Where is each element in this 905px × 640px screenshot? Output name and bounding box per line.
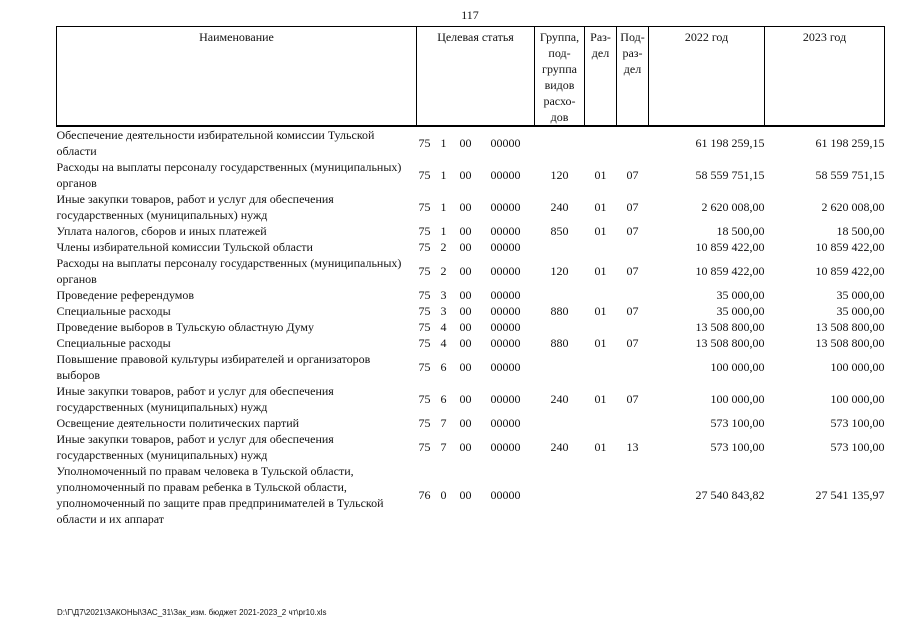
row-name-cell: Члены избирательной комиссии Тульской области	[56, 240, 313, 254]
amount-2022-cell: 61 198 259,15	[695, 136, 765, 150]
section-cell: 01	[594, 336, 607, 350]
amount-2023-cell: 61 198 259,15	[815, 136, 885, 150]
expense-group-cell	[535, 239, 585, 255]
amount-2022-cell: 13 508 800,00	[695, 336, 765, 350]
header-subsection: Под- раз- дел	[617, 27, 649, 127]
expense-group-cell: 120	[550, 264, 569, 278]
expense-group-cell	[535, 351, 585, 383]
amount-2022-cell: 100 000,00	[710, 392, 765, 406]
amount-2022-cell: 18 500,00	[716, 224, 765, 238]
article-program-cell: 75	[418, 304, 431, 318]
article-direction-cell: 00	[459, 240, 472, 254]
expense-group-cell: 880	[550, 304, 569, 318]
article-code-cell: 00000	[490, 240, 521, 254]
article-direction-cell: 00	[459, 488, 472, 502]
article-direction-cell: 00	[459, 136, 472, 150]
amount-2023-cell: 58 559 751,15	[815, 168, 885, 182]
section-cell	[585, 463, 617, 527]
article-code-cell: 00000	[490, 288, 521, 302]
table-row	[57, 335, 885, 351]
article-direction-cell: 00	[459, 360, 472, 374]
amount-2023-cell: 13 508 800,00	[815, 336, 885, 350]
article-subprogram-cell: 7	[440, 416, 447, 430]
section-cell: 01	[594, 200, 607, 214]
table-row	[57, 255, 885, 287]
article-code-cell: 00000	[490, 264, 521, 278]
article-code-cell: 00000	[490, 200, 521, 214]
row-name-cell: Освещение деятельности политических партий	[56, 416, 300, 430]
subsection-cell: 07	[626, 264, 639, 278]
amount-2023-cell: 573 100,00	[830, 440, 885, 454]
amount-2022-cell: 35 000,00	[716, 288, 765, 302]
row-name-cell: Расходы на выплаты персоналу государственных (муниципальных) органов	[56, 256, 402, 286]
table-row	[57, 431, 885, 463]
article-direction-cell: 00	[459, 224, 472, 238]
article-program-cell: 75	[418, 320, 431, 334]
article-subprogram-cell: 2	[440, 264, 447, 278]
article-direction-cell: 00	[459, 440, 472, 454]
amount-2023-cell: 27 541 135,97	[815, 488, 885, 502]
subsection-cell: 07	[626, 392, 639, 406]
expense-group-cell	[535, 126, 585, 159]
section-cell: 01	[594, 224, 607, 238]
table-row	[57, 126, 885, 159]
expense-group-cell	[535, 319, 585, 335]
amount-2022-cell: 100 000,00	[710, 360, 765, 374]
article-code-cell: 00000	[490, 336, 521, 350]
subsection-cell	[617, 287, 649, 303]
article-code-cell: 00000	[490, 440, 521, 454]
article-code-cell: 00000	[490, 136, 521, 150]
table-row	[57, 463, 885, 527]
row-name-cell: Проведение референдумов	[56, 288, 195, 302]
article-subprogram-cell: 6	[440, 392, 447, 406]
article-direction-cell: 00	[459, 288, 472, 302]
subsection-cell	[617, 463, 649, 527]
article-code-cell: 00000	[490, 168, 521, 182]
row-name-cell: Иные закупки товаров, работ и услуг для обеспечения государственных (муниципальных) нужд	[56, 432, 334, 462]
amount-2023-cell: 100 000,00	[830, 392, 885, 406]
budget-table	[56, 26, 885, 527]
file-path-footer: D:\Г\Д7\2021\ЗАКОНЫ\ЗАС_31\Зак_изм. бюджет 2021-2023_2 чт\pr10.xls	[57, 608, 327, 617]
expense-group-cell	[535, 415, 585, 431]
row-name-cell: Расходы на выплаты персоналу государственных (муниципальных) органов	[56, 160, 402, 190]
section-cell	[585, 126, 617, 159]
row-name-cell: Уполномоченный по правам человека в Тульской области, уполномоченный по правам ребенка в Тульской области, уполномоченный по защите прав предпринимателей в Тульской области и их аппарат	[56, 464, 384, 526]
subsection-cell: 07	[626, 200, 639, 214]
section-cell	[585, 239, 617, 255]
amount-2022-cell: 58 559 751,15	[695, 168, 765, 182]
article-subprogram-cell: 4	[440, 320, 447, 334]
article-code-cell: 00000	[490, 320, 521, 334]
article-direction-cell: 00	[459, 168, 472, 182]
article-subprogram-cell: 4	[440, 336, 447, 350]
row-name-cell: Иные закупки товаров, работ и услуг для обеспечения государственных (муниципальных) нужд	[56, 192, 334, 222]
subsection-cell	[617, 351, 649, 383]
expense-group-cell	[535, 287, 585, 303]
article-program-cell: 75	[418, 416, 431, 430]
amount-2023-cell: 35 000,00	[836, 288, 885, 302]
article-program-cell: 75	[418, 136, 431, 150]
article-direction-cell: 00	[459, 200, 472, 214]
article-subprogram-cell: 1	[440, 200, 447, 214]
amount-2022-cell: 573 100,00	[710, 416, 765, 430]
expense-group-cell: 240	[550, 392, 569, 406]
article-program-cell: 75	[418, 288, 431, 302]
amount-2023-cell: 35 000,00	[836, 304, 885, 318]
section-cell: 01	[594, 168, 607, 182]
table-row	[57, 287, 885, 303]
article-direction-cell: 00	[459, 320, 472, 334]
amount-2022-cell: 27 540 843,82	[695, 488, 765, 502]
article-program-cell: 75	[418, 240, 431, 254]
row-name-cell: Проведение выборов в Тульскую областную Думу	[56, 320, 315, 334]
table-row	[57, 383, 885, 415]
subsection-cell	[617, 415, 649, 431]
table-row	[57, 415, 885, 431]
expense-group-cell: 850	[550, 224, 569, 238]
article-subprogram-cell: 1	[440, 224, 447, 238]
expense-group-cell: 240	[550, 440, 569, 454]
article-code-cell: 00000	[490, 224, 521, 238]
subsection-cell: 07	[626, 168, 639, 182]
article-subprogram-cell: 1	[440, 136, 447, 150]
article-subprogram-cell: 3	[440, 288, 447, 302]
row-name-cell: Иные закупки товаров, работ и услуг для обеспечения государственных (муниципальных) нужд	[56, 384, 334, 414]
expense-group-cell: 240	[550, 200, 569, 214]
expense-group-cell: 120	[550, 168, 569, 182]
article-subprogram-cell: 7	[440, 440, 447, 454]
section-cell: 01	[594, 304, 607, 318]
amount-2022-cell: 35 000,00	[716, 304, 765, 318]
article-direction-cell: 00	[459, 304, 472, 318]
section-cell: 01	[594, 264, 607, 278]
article-program-cell: 75	[418, 168, 431, 182]
article-program-cell: 75	[418, 360, 431, 374]
amount-2022-cell: 2 620 008,00	[701, 200, 765, 214]
table-row	[57, 319, 885, 335]
section-cell	[585, 319, 617, 335]
article-program-cell: 75	[418, 336, 431, 350]
article-program-cell: 75	[418, 440, 431, 454]
row-name-cell: Специальные расходы	[56, 304, 171, 318]
table-row	[57, 351, 885, 383]
article-direction-cell: 00	[459, 264, 472, 278]
expense-group-cell	[535, 463, 585, 527]
table-header-row	[57, 27, 885, 127]
header-year-2022: 2022 год	[649, 27, 765, 127]
amount-2023-cell: 13 508 800,00	[815, 320, 885, 334]
row-name-cell: Обеспечение деятельности избирательной комиссии Тульской области	[56, 128, 375, 158]
header-group: Группа, под- группа видов расхо- дов	[535, 27, 585, 127]
amount-2023-cell: 2 620 008,00	[821, 200, 885, 214]
article-subprogram-cell: 6	[440, 360, 447, 374]
subsection-cell	[617, 126, 649, 159]
table-row	[57, 159, 885, 191]
subsection-cell: 13	[626, 440, 639, 454]
subsection-cell: 07	[626, 336, 639, 350]
article-code-cell: 00000	[490, 360, 521, 374]
section-cell: 01	[594, 392, 607, 406]
article-subprogram-cell: 2	[440, 240, 447, 254]
row-name-cell: Специальные расходы	[56, 336, 171, 350]
table-row	[57, 191, 885, 223]
article-code-cell: 00000	[490, 488, 521, 502]
header-name: Наименование	[57, 27, 417, 127]
amount-2022-cell: 10 859 422,00	[695, 240, 765, 254]
article-direction-cell: 00	[459, 416, 472, 430]
section-cell	[585, 415, 617, 431]
article-code-cell: 00000	[490, 392, 521, 406]
article-code-cell: 00000	[490, 304, 521, 318]
subsection-cell: 07	[626, 304, 639, 318]
subsection-cell	[617, 239, 649, 255]
article-program-cell: 75	[418, 200, 431, 214]
header-year-2023: 2023 год	[765, 27, 885, 127]
page-number: 117	[461, 8, 479, 22]
article-subprogram-cell: 0	[440, 488, 447, 502]
section-cell: 01	[594, 440, 607, 454]
article-subprogram-cell: 1	[440, 168, 447, 182]
row-name-cell: Уплата налогов, сборов и иных платежей	[56, 224, 267, 238]
table-row	[57, 239, 885, 255]
amount-2023-cell: 10 859 422,00	[815, 264, 885, 278]
expense-group-cell: 880	[550, 336, 569, 350]
header-target-article: Целевая статья	[417, 27, 535, 127]
article-direction-cell: 00	[459, 392, 472, 406]
article-program-cell: 76	[418, 488, 431, 502]
article-subprogram-cell: 3	[440, 304, 447, 318]
article-direction-cell: 00	[459, 336, 472, 350]
article-program-cell: 75	[418, 224, 431, 238]
section-cell	[585, 351, 617, 383]
amount-2022-cell: 13 508 800,00	[695, 320, 765, 334]
amount-2022-cell: 573 100,00	[710, 440, 765, 454]
amount-2022-cell: 10 859 422,00	[695, 264, 765, 278]
table-row	[57, 303, 885, 319]
article-code-cell: 00000	[490, 416, 521, 430]
amount-2023-cell: 10 859 422,00	[815, 240, 885, 254]
article-program-cell: 75	[418, 392, 431, 406]
subsection-cell: 07	[626, 224, 639, 238]
amount-2023-cell: 18 500,00	[836, 224, 885, 238]
amount-2023-cell: 573 100,00	[830, 416, 885, 430]
header-section: Раз- дел	[585, 27, 617, 127]
article-program-cell: 75	[418, 264, 431, 278]
row-name-cell: Повышение правовой культуры избирателей и организаторов выборов	[56, 352, 371, 382]
amount-2023-cell: 100 000,00	[830, 360, 885, 374]
table-row	[57, 223, 885, 239]
section-cell	[585, 287, 617, 303]
subsection-cell	[617, 319, 649, 335]
